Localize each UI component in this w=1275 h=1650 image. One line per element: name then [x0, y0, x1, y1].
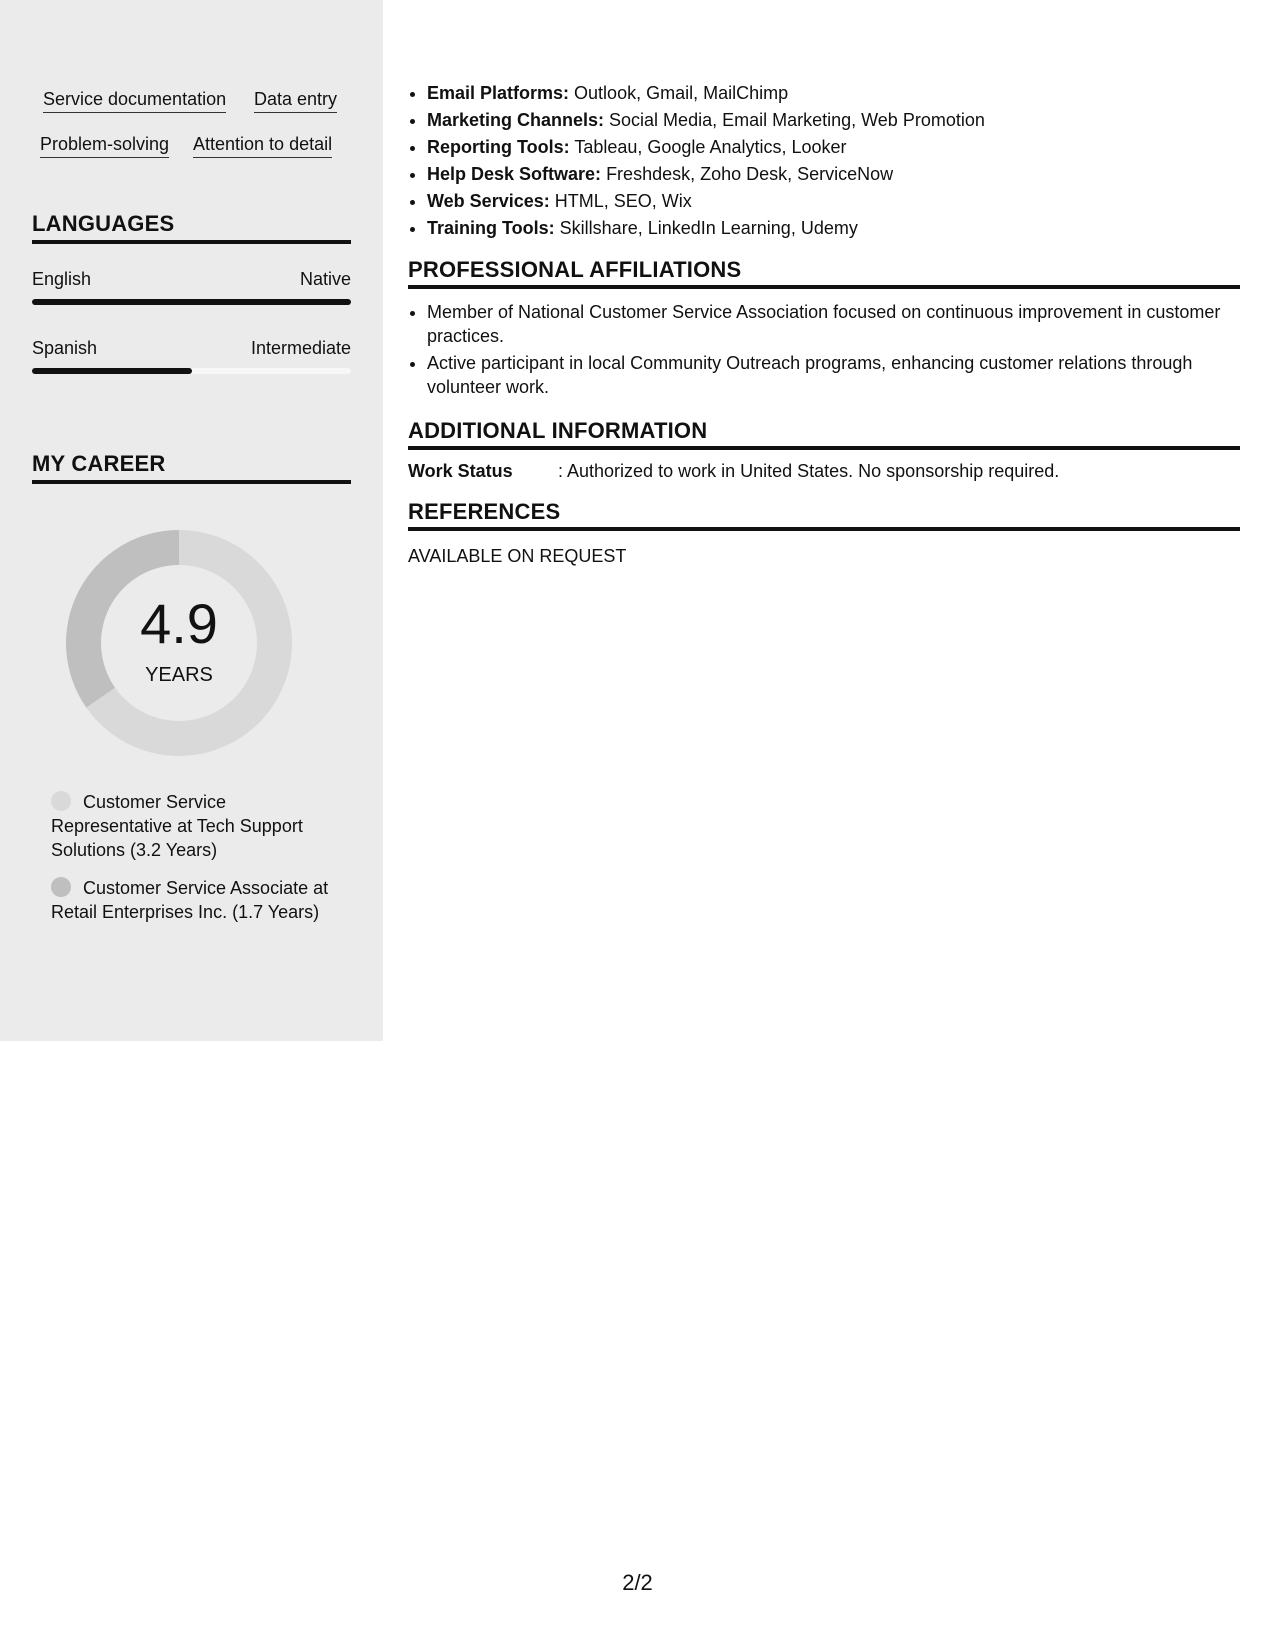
- work-status-value: : Authorized to work in United States. No sponsorship required.: [558, 461, 1060, 481]
- affiliation-item: • Active participant in local Community Outreach programs, enhancing customer relations through volunteer work.: [427, 351, 1259, 399]
- skill-value: Outlook, Gmail, MailChimp: [569, 83, 789, 103]
- skill-tag: Problem-solving: [40, 132, 169, 158]
- language-bar: [32, 299, 351, 305]
- skill-list-item: [427, 161, 1259, 188]
- career-legend-item: [51, 876, 341, 924]
- language-name: Spanish: [32, 338, 98, 358]
- language-bar: [32, 368, 351, 374]
- references-heading: REFERENCES: [408, 499, 1240, 531]
- references-text: AVAILABLE ON REQUEST: [408, 546, 627, 566]
- skill-value: Skillshare, LinkedIn Learning, Udemy: [554, 218, 858, 238]
- skill-tag: Data entry: [254, 87, 337, 113]
- skill-value: Tableau, Google Analytics, Looker: [569, 137, 847, 157]
- skill-value: Freshdesk, Zoho Desk, ServiceNow: [601, 164, 894, 184]
- career-legend-text: Customer Service Representative at Tech Support Solutions (3.2 Years): [51, 792, 303, 860]
- skill-tag: Service documentation: [43, 87, 226, 113]
- legend-dot: [51, 791, 71, 811]
- skill-label: Marketing Channels:: [427, 110, 605, 130]
- language-row: [32, 268, 351, 290]
- skill-label: Training Tools:: [427, 218, 555, 238]
- legend-dot: [51, 877, 71, 897]
- skill-list-item: [427, 215, 1259, 242]
- skill-list-item: [427, 188, 1259, 215]
- affiliations-list: [408, 300, 1259, 402]
- skill-list-item: [427, 80, 1259, 107]
- skill-list-item: [427, 107, 1259, 134]
- career-legend-item: [51, 790, 341, 862]
- skill-tag: Attention to detail: [193, 132, 332, 158]
- career-total-unit: YEARS: [145, 664, 213, 686]
- page-number: 2/2: [622, 1570, 653, 1595]
- skill-value: Social Media, Email Marketing, Web Promotion: [604, 110, 985, 130]
- skill-label: Email Platforms:: [427, 83, 570, 103]
- sidebar: [0, 0, 383, 1041]
- language-row: [32, 337, 351, 359]
- career-legend-text: Customer Service Associate at Retail Enterprises Inc. (1.7 Years): [51, 878, 329, 922]
- work-status-label: Work Status: [408, 461, 513, 481]
- skill-label: Web Services:: [427, 191, 550, 211]
- additional-info-heading: ADDITIONAL INFORMATION: [408, 418, 1240, 450]
- language-level: Native: [299, 269, 351, 289]
- career-heading: MY CAREER: [32, 451, 351, 484]
- language-level: Intermediate: [250, 338, 351, 358]
- languages-heading: LANGUAGES: [32, 211, 351, 244]
- career-total-value: 4.9: [140, 592, 218, 655]
- language-name: English: [32, 269, 92, 289]
- affiliation-item: • Member of National Customer Service Association focused on continuous improvement in customer practices.: [427, 300, 1259, 348]
- language-bar-fill: [32, 368, 192, 374]
- technical-skills-list: [408, 80, 1259, 242]
- skill-label: Reporting Tools:: [427, 137, 570, 157]
- skill-list-item: [427, 134, 1259, 161]
- work-status-row: [408, 459, 1240, 483]
- skill-value: HTML, SEO, Wix: [549, 191, 692, 211]
- career-donut-chart: [66, 530, 292, 756]
- skill-label: Help Desk Software:: [427, 164, 602, 184]
- affiliations-heading: PROFESSIONAL AFFILIATIONS: [408, 257, 1240, 289]
- language-bar-fill: [32, 299, 351, 305]
